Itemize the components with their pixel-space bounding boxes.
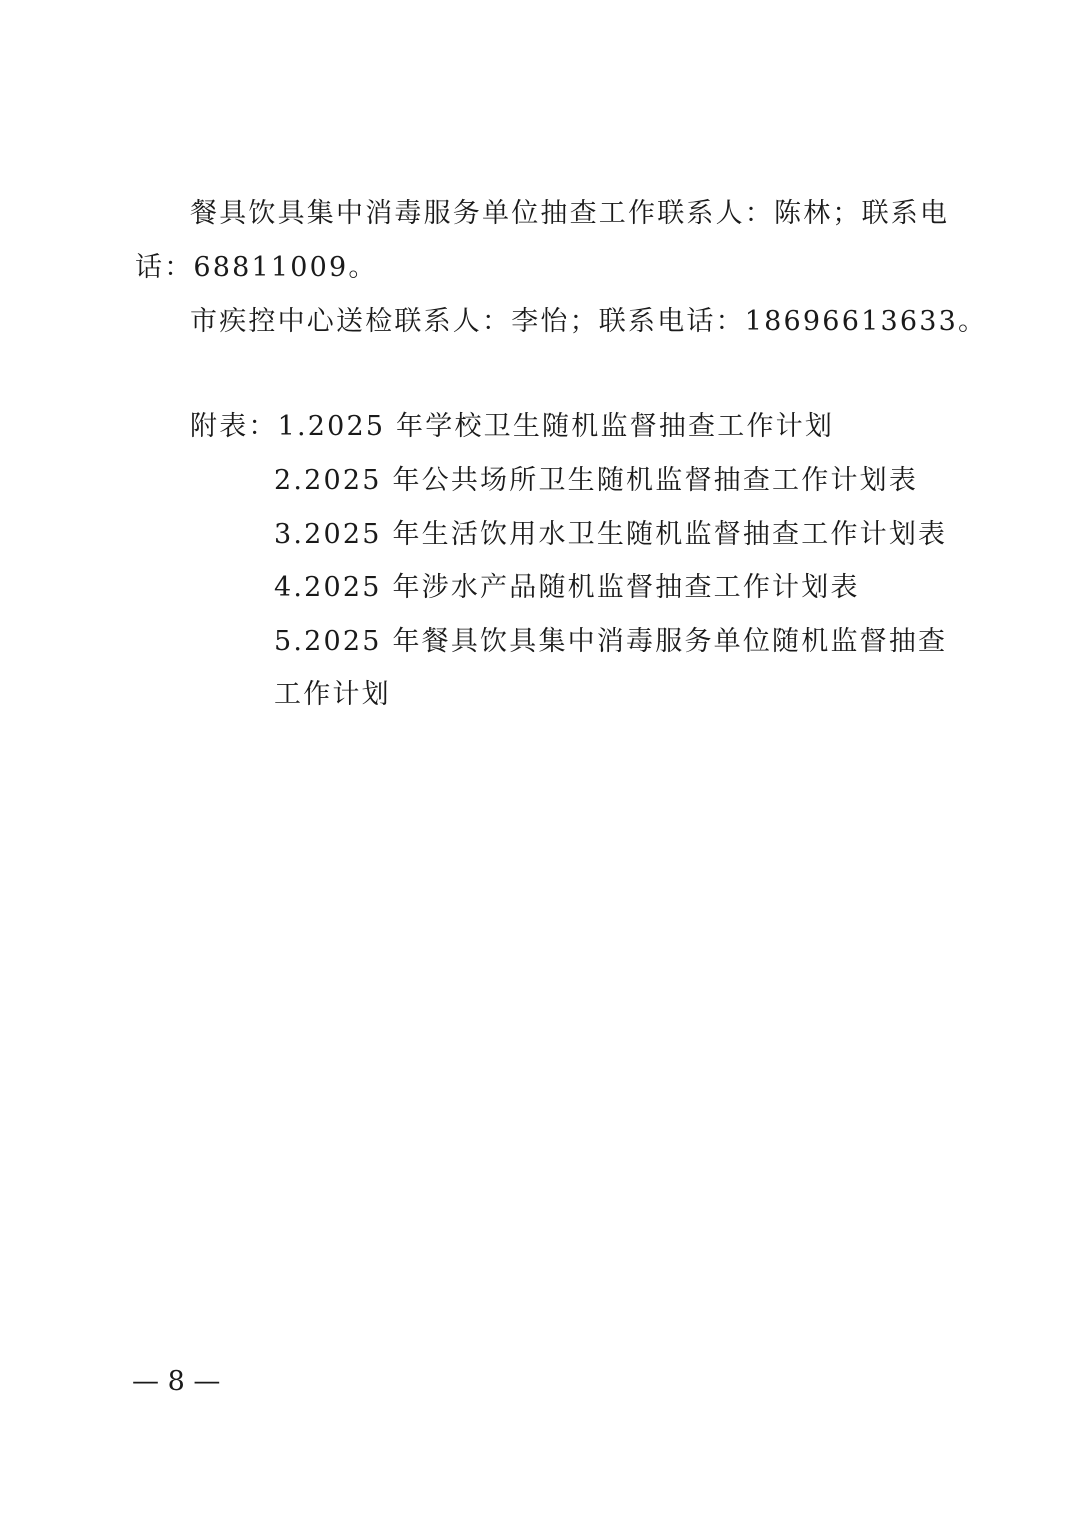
contact-line-disinfection: 餐具饮具集中消毒服务单位抽查工作联系人：陈林；联系电 [190, 198, 950, 229]
attachment-item-4: 4.2025 年涉水产品随机监督抽查工作计划表 [274, 572, 860, 603]
attachment-item-2: 2.2025 年公共场所卫生随机监督抽查工作计划表 [274, 465, 919, 496]
attachment-item-5: 5.2025 年餐具饮具集中消毒服务单位随机监督抽查 [274, 626, 948, 657]
attachment-item-1: 附表：1.2025 年学校卫生随机监督抽查工作计划 [190, 411, 835, 442]
attachment-item-5-continued: 工作计划 [274, 679, 391, 710]
contact-line-disinfection-phone: 话：68811009。 [135, 252, 378, 283]
page-number: — 8 — [132, 1366, 221, 1397]
contact-line-cdc: 市疾控中心送检联系人：李怡；联系电话：18696613633。 [190, 306, 988, 337]
attachment-item-3: 3.2025 年生活饮用水卫生随机监督抽查工作计划表 [274, 519, 948, 550]
